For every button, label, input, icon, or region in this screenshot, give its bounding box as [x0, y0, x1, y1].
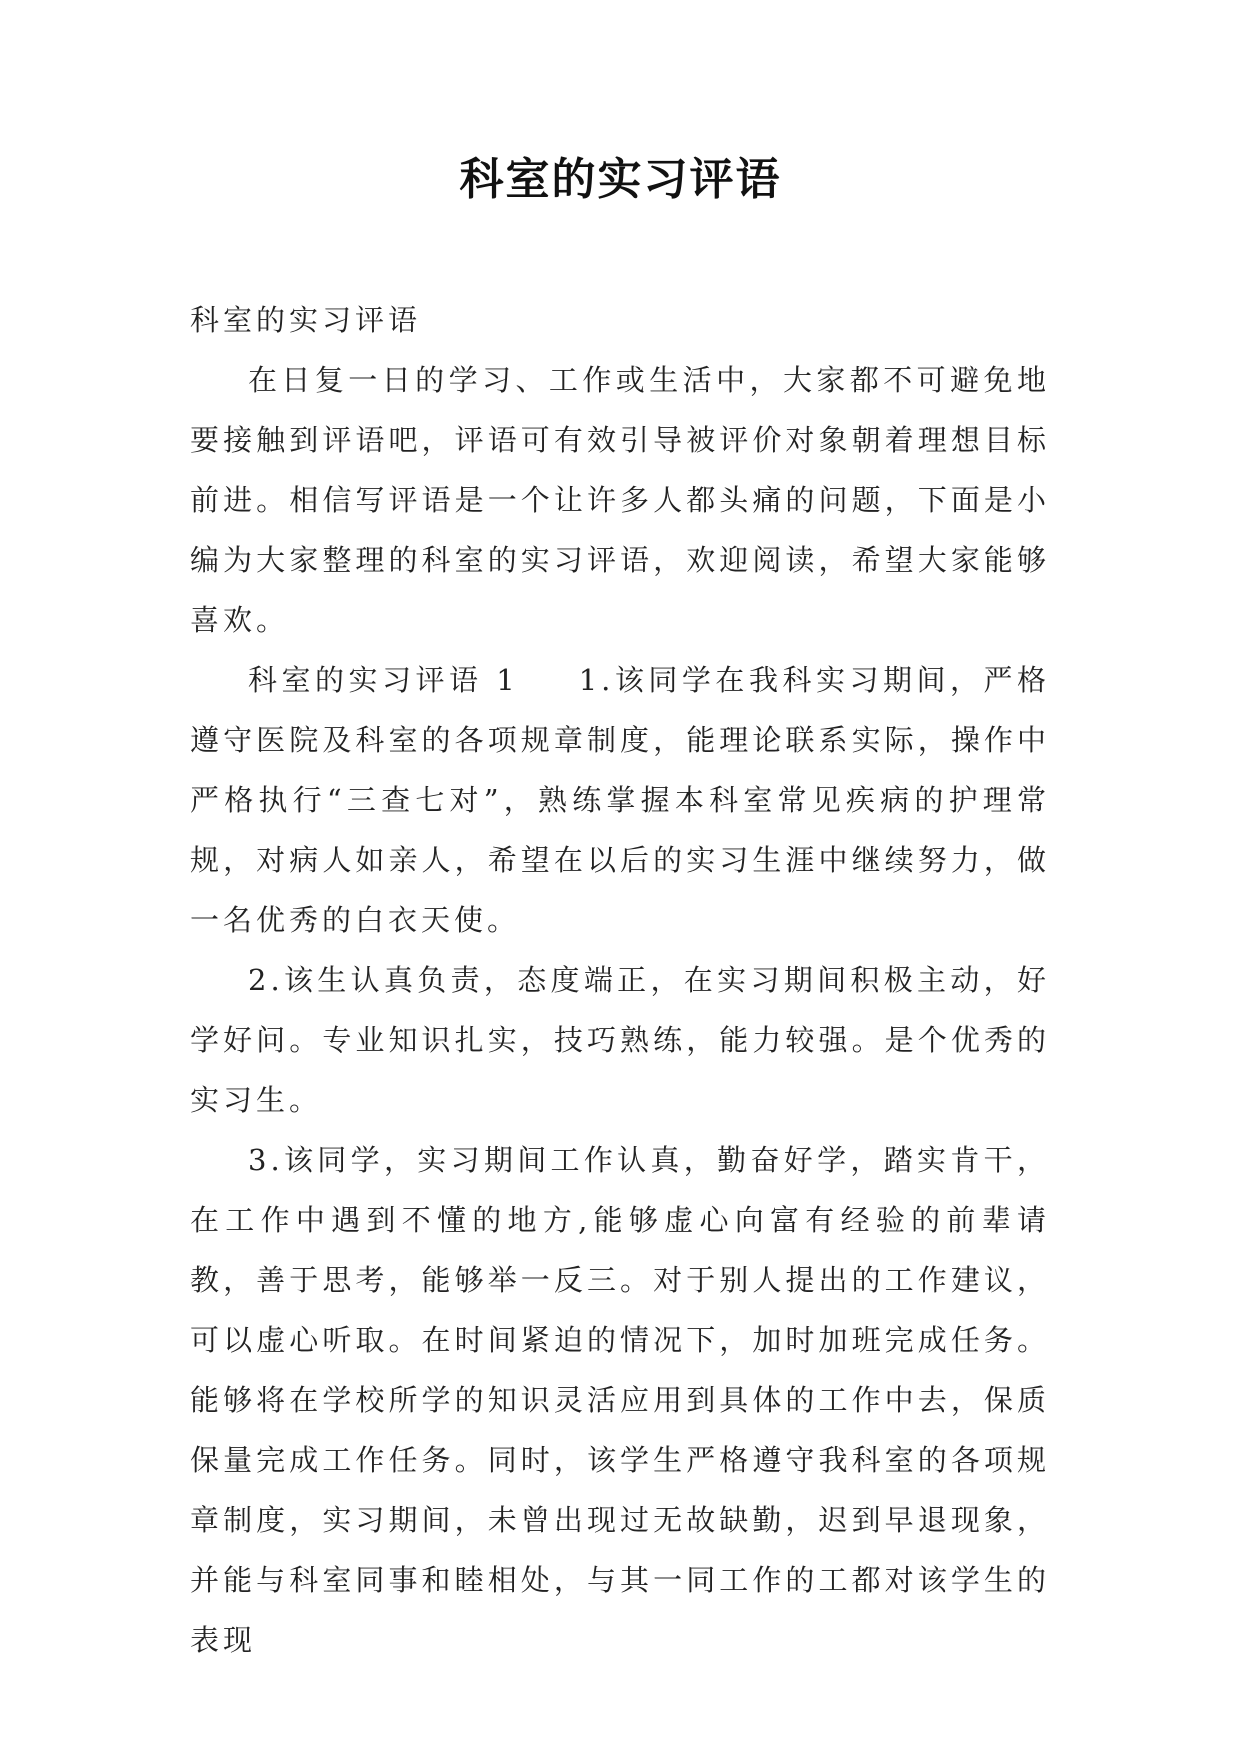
document-subtitle: 科室的实习评语	[190, 303, 422, 337]
document-body	[190, 290, 1050, 1670]
section-1-paragraph	[190, 650, 1050, 950]
item-1-text: 1.该同学在我科实习期间，严格遵守医院及科室的各项规章制度，能理论联系实际，操作中严格执行“三查七对”，熟练掌握本科室常见疾病的护理常规，对病人如亲人，希望在以后的实习生涯中继续努力，做一名优秀的白衣天使。	[190, 663, 1051, 937]
item-2-paragraph: 2.该生认真负责，态度端正，在实习期间积极主动，好学好问。专业知识扎实，技巧熟练，能力较强。是个优秀的实习生。	[190, 963, 1050, 1117]
intro-paragraph: 在日复一日的学习、工作或生活中，大家都不可避免地要接触到评语吧，评语可有效引导被评价对象朝着理想目标前进。相信写评语是一个让许多人都头痛的问题，下面是小编为大家整理的科室的实习评语，欢迎阅读，希望大家能够喜欢。	[190, 363, 1050, 637]
section-1-heading: 科室的实习评语 1	[248, 663, 519, 697]
document-title: 科室的实习评语	[459, 154, 782, 205]
item-3-paragraph: 3.该同学，实习期间工作认真，勤奋好学，踏实肯干，在工作中遇到不懂的地方,能够虚心向富有经验的前辈请教，善于思考，能够举一反三。对于别人提出的工作建议，可以虚心听取。在时间紧迫的情况下，加时加班完成任务。能够将在学校所学的知识灵活应用到具体的工作中去，保质保量完成工作任务。同时，该学生严格遵守我科室的各项规章制度，实习期间，未曾出现过无故缺勤，迟到早退现象，并能与科室同事和睦相处，与其一同工作的工都对该学生的表现	[190, 1143, 1050, 1657]
